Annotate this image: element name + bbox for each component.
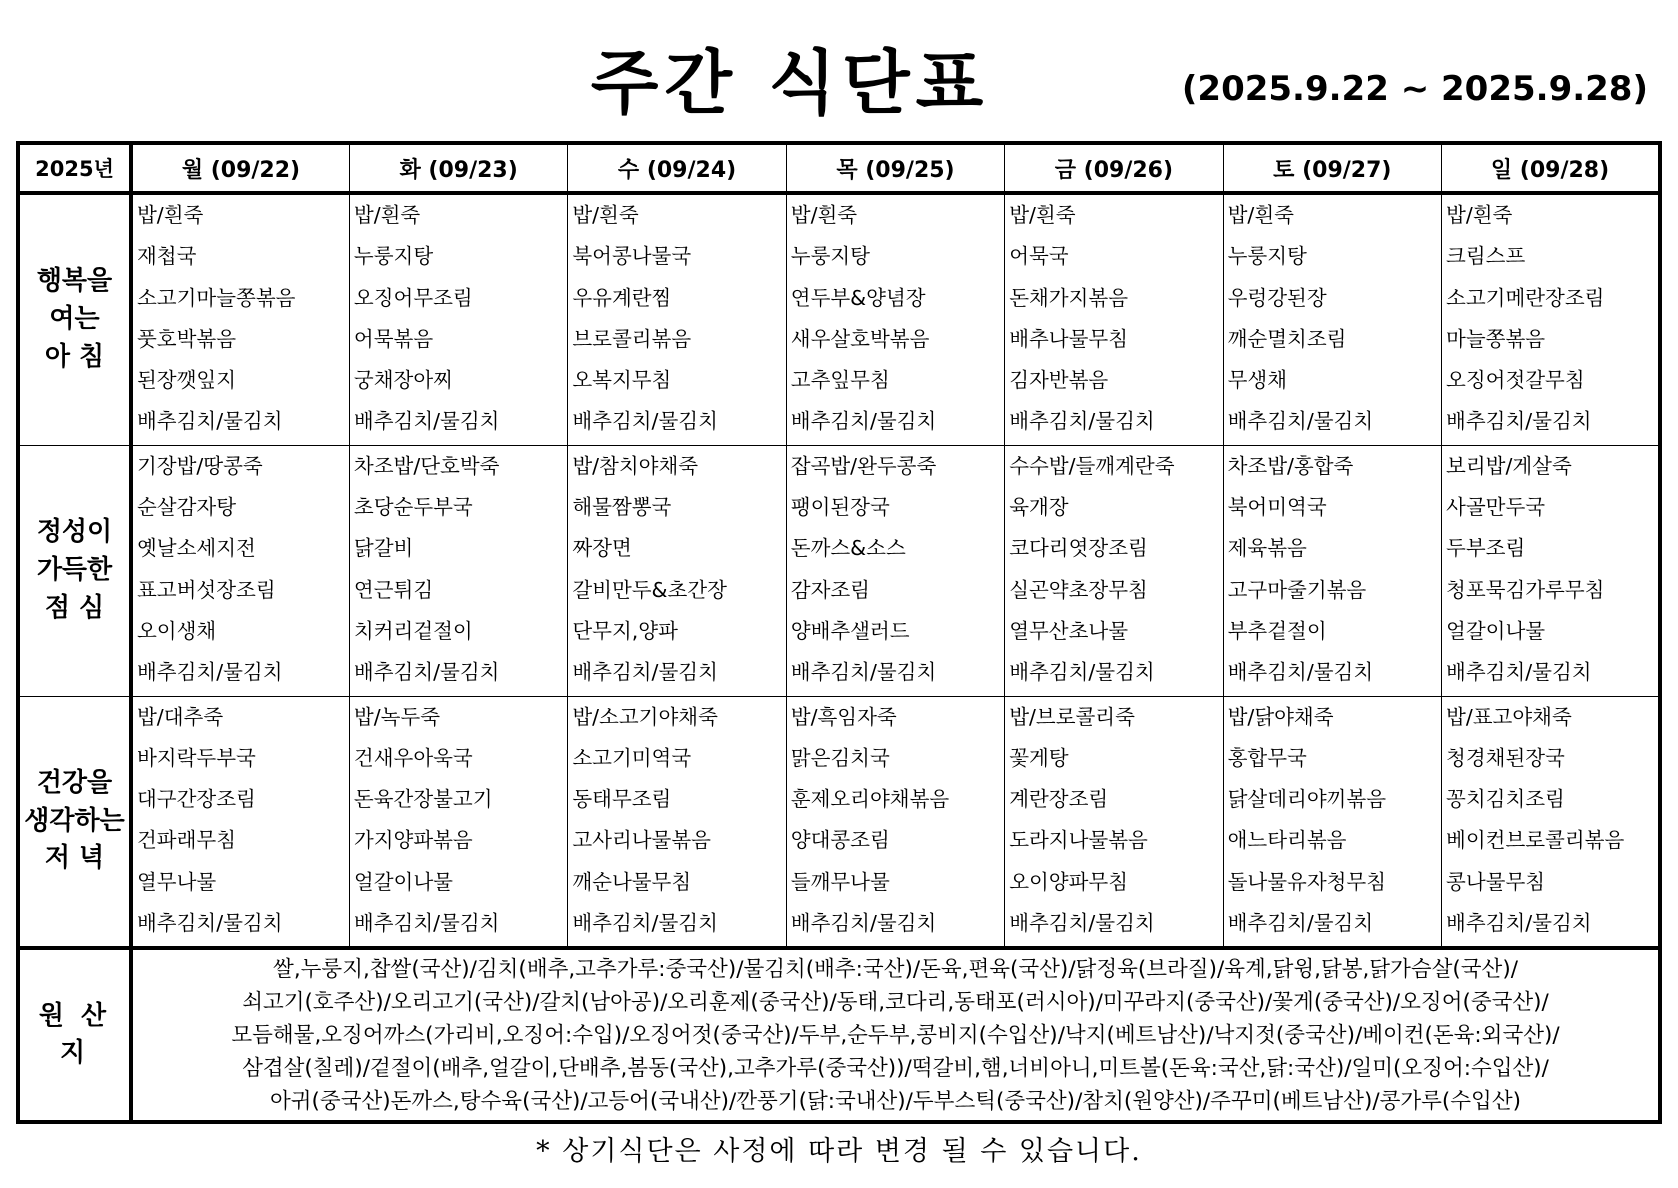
menu-item: 차조밥/홍합죽 (1227, 453, 1354, 478)
menu-item-list (1005, 446, 1222, 696)
menu-item: 훈제오리야채볶음 (790, 787, 950, 812)
menu-cell (568, 696, 786, 948)
menu-item: 갈비만두&초간장 (572, 577, 727, 602)
origin-label: 원 산 지 (18, 948, 131, 1122)
menu-item: 꽃게탕 (1009, 745, 1069, 770)
day-header: 토 (09/27) (1223, 143, 1441, 193)
menu-cell (1223, 696, 1441, 948)
origin-line: 아귀(중국산)돈까스,탕수육(국산)/고등어(국내산)/깐풍기(닭:국내산)/두부스틱(중국산)/참치(원양산)/주꾸미(베트남산)/콩가루(수입산) (270, 1088, 1521, 1114)
page-title: 주간 식단표 (590, 42, 990, 124)
menu-item: 누룽지탕 (790, 244, 870, 269)
menu-item: 꽁치김치조림 (1446, 787, 1565, 812)
meal-label-line: 여는 (49, 304, 100, 335)
breakfast-label (18, 193, 131, 445)
menu-cell (131, 445, 349, 696)
menu-item: 배추김치/물김치 (572, 911, 718, 936)
menu-item-list (1442, 446, 1658, 696)
change-notice: * 상기식단은 사정에 따라 변경 될 수 있습니다. (536, 1136, 1142, 1167)
menu-item: 밥/흰죽 (572, 203, 639, 227)
menu-item: 배추김치/물김치 (353, 660, 500, 685)
menu-cell (568, 445, 786, 696)
menu-item: 도라지나물볶음 (1009, 828, 1148, 853)
menu-item: 얼갈이나물 (1446, 618, 1546, 643)
menu-item: 크림스프 (1446, 244, 1526, 269)
menu-item: 우유계란찜 (572, 285, 672, 310)
lunch-label (18, 445, 131, 696)
menu-cell (349, 445, 567, 696)
menu-cell (786, 193, 1004, 445)
menu-item: 대구간장조림 (137, 787, 256, 812)
menu-item: 어묵국 (1009, 244, 1069, 269)
menu-item: 팽이된장국 (790, 495, 890, 520)
menu-item-list (1442, 195, 1658, 445)
menu-item: 단무지,양파 (572, 618, 678, 643)
menu-cell (349, 193, 567, 445)
menu-cell (349, 696, 567, 948)
menu-item: 양대콩조림 (790, 828, 890, 853)
date-range: (2025.9.22 ~ 2025.9.28) (1181, 69, 1648, 109)
menu-cell (1005, 193, 1223, 445)
menu-item: 어묵볶음 (353, 326, 434, 351)
menu-item: 배추김치/물김치 (137, 660, 283, 685)
menu-item: 표고버섯장조림 (137, 577, 276, 602)
meal-label-line: 정성이 (36, 517, 113, 548)
day-header: 수 (09/24) (568, 143, 786, 193)
menu-item-list (133, 697, 349, 947)
menu-item: 된장깻잎지 (137, 368, 237, 393)
menu-item: 누룽지탕 (353, 244, 434, 269)
dinner-row (18, 696, 1660, 948)
menu-item: 애느타리볶음 (1227, 828, 1347, 853)
menu-item: 들깨무나물 (790, 869, 890, 894)
menu-item: 고구마줄기볶음 (1227, 577, 1367, 602)
menu-cell (568, 193, 786, 445)
menu-item: 밥/표고야채죽 (1446, 704, 1572, 729)
menu-item: 열무산초나물 (1009, 618, 1129, 643)
menu-item: 오이생채 (137, 618, 217, 643)
menu-item: 밥/대추죽 (137, 704, 224, 729)
menu-item-list (787, 697, 1004, 947)
menu-cell (1442, 445, 1660, 696)
menu-item: 밥/흰죽 (353, 203, 421, 227)
menu-item: 맑은김치국 (790, 745, 890, 770)
meal-label-line: 저 녁 (44, 843, 105, 874)
menu-item: 해물짬뽕국 (572, 495, 672, 520)
menu-cell (1005, 445, 1223, 696)
menu-item: 배추김치/물김치 (790, 911, 937, 936)
menu-item: 밥/소고기야채죽 (572, 704, 718, 729)
lunch-row (18, 445, 1660, 696)
menu-item-list (1224, 446, 1441, 696)
menu-item-list (133, 195, 349, 445)
menu-item-list (787, 446, 1004, 696)
day-header: 월 (09/22) (131, 143, 349, 193)
menu-item: 짜장면 (572, 536, 632, 561)
breakfast-row (18, 193, 1660, 445)
menu-item: 밥/브로콜리죽 (1009, 704, 1135, 729)
menu-item: 배추김치/물김치 (572, 409, 718, 434)
menu-item: 밥/흑임자죽 (790, 704, 897, 729)
menu-item-list (1224, 697, 1441, 947)
menu-item: 순살감자탕 (137, 495, 237, 520)
menu-item: 가지양파볶음 (353, 828, 473, 853)
menu-item-list (1224, 195, 1441, 445)
menu-item: 홍합무국 (1227, 745, 1307, 770)
origin-cell (131, 948, 1660, 1122)
menu-item: 바지락두부국 (137, 745, 256, 770)
dinner-label (18, 696, 131, 948)
menu-item: 배추김치/물김치 (1446, 660, 1592, 685)
menu-item: 누룽지탕 (1227, 244, 1307, 269)
menu-item: 김자반볶음 (1009, 368, 1109, 393)
day-header: 일 (09/28) (1442, 143, 1660, 193)
menu-item: 밥/참치야채죽 (572, 453, 699, 478)
menu-item: 궁채장아찌 (353, 368, 453, 393)
menu-item: 청경채된장국 (1446, 745, 1565, 770)
menu-item: 돌나물유자청무침 (1227, 869, 1387, 894)
menu-item: 잡곡밥/완두콩죽 (790, 453, 937, 478)
menu-cell (1442, 696, 1660, 948)
menu-cell (131, 696, 349, 948)
menu-item-list (350, 195, 567, 445)
menu-cell (1223, 193, 1441, 445)
meal-label-line: 생각하는 (24, 805, 125, 836)
menu-item-list (1005, 697, 1222, 947)
menu-item: 육개장 (1009, 495, 1069, 520)
menu-item: 오복지무침 (572, 368, 672, 393)
menu-item: 오징어무조림 (353, 285, 473, 310)
menu-item: 배추김치/물김치 (1227, 660, 1374, 685)
menu-item: 우렁강된장 (1227, 285, 1327, 310)
menu-cell (1442, 193, 1660, 445)
menu-item: 배추김치/물김치 (790, 409, 937, 434)
menu-cell (131, 193, 349, 445)
meal-label-line: 아 침 (44, 341, 105, 372)
menu-cell (786, 445, 1004, 696)
menu-item: 치커리겉절이 (353, 618, 473, 643)
menu-item: 초당순두부국 (353, 495, 473, 520)
menu-item: 연근튀김 (353, 577, 434, 602)
menu-item: 무생채 (1227, 368, 1288, 393)
menu-item: 밥/흰죽 (1227, 203, 1294, 227)
menu-item: 소고기메란장조림 (1446, 285, 1605, 310)
menu-item: 사골만두국 (1446, 495, 1546, 520)
origin-row (18, 948, 1660, 1122)
menu-item: 밥/녹두죽 (353, 704, 441, 729)
year-header: 2025년 (18, 143, 131, 193)
menu-item: 두부조림 (1446, 536, 1526, 561)
menu-item: 배추김치/물김치 (790, 660, 937, 685)
menu-item: 배추김치/물김치 (137, 409, 283, 434)
menu-item: 고사리나물볶음 (572, 828, 711, 853)
menu-item: 밥/닭야채죽 (1227, 704, 1334, 729)
menu-item: 닭살데리야끼볶음 (1227, 787, 1387, 812)
menu-item: 동태무조림 (572, 787, 672, 812)
menu-item: 배추김치/물김치 (1009, 660, 1155, 685)
origin-line: 모듬해물,오징어까스(가리비,오징어:수입)/오징어젓(중국산)/두부,순두부,콩비지(수입산)/낙지(베트남산)/낙지젓(중국산)/베이컨(돈육:외국산)/ (231, 1022, 1560, 1048)
menu-item-list (568, 195, 785, 445)
menu-item: 옛날소세지전 (137, 536, 256, 561)
menu-item-list (133, 446, 349, 696)
menu-item: 베이컨브로콜리볶음 (1446, 828, 1625, 853)
menu-item: 배추김치/물김치 (137, 911, 283, 936)
menu-item: 배추김치/물김치 (1009, 911, 1155, 936)
table-header-row (18, 143, 1660, 193)
menu-item: 배추김치/물김치 (1446, 409, 1592, 434)
origin-text (133, 953, 1658, 1118)
menu-item: 배추김치/물김치 (1446, 911, 1592, 936)
meal-label-line: 가득한 (36, 554, 113, 585)
origin-line: 삼겹살(칠레)/겉절이(배추,얼갈이,단배추,봄동(국산),고추가루(중국산))/떡갈비,햄,너비아니,미트볼(돈육:국산,닭:국산)/일미(오징어:수입산)/ (242, 1055, 1549, 1081)
menu-item: 제육볶음 (1227, 536, 1307, 561)
menu-item: 소고기마늘쫑볶음 (137, 285, 296, 310)
menu-item: 배추김치/물김치 (572, 660, 718, 685)
menu-item: 차조밥/단호박죽 (353, 453, 500, 478)
menu-item: 돈채가지볶음 (1009, 285, 1129, 310)
menu-item: 배추김치/물김치 (353, 911, 500, 936)
menu-item: 감자조림 (790, 577, 870, 602)
menu-item: 새우살호박볶음 (790, 326, 930, 351)
menu-cell (1223, 445, 1441, 696)
menu-item: 배추김치/물김치 (353, 409, 500, 434)
menu-item: 밥/흰죽 (790, 203, 858, 227)
menu-item: 보리밥/게살죽 (1446, 453, 1572, 478)
menu-item: 기장밥/땅콩죽 (137, 453, 263, 478)
menu-item: 배추나물무침 (1009, 326, 1129, 351)
day-header: 금 (09/26) (1005, 143, 1223, 193)
menu-item: 돈까스&소스 (790, 536, 906, 561)
menu-cell (786, 696, 1004, 948)
menu-item: 깨순나물무침 (572, 869, 692, 894)
menu-item-list (787, 195, 1004, 445)
menu-item-list (1442, 697, 1658, 947)
weekly-menu-table (16, 141, 1662, 1124)
menu-item: 코다리엿장조림 (1009, 536, 1148, 561)
menu-item-list (350, 446, 567, 696)
menu-item: 밥/흰죽 (1009, 203, 1076, 227)
menu-item: 얼갈이나물 (353, 869, 453, 894)
menu-item-list (1005, 195, 1222, 445)
menu-item: 북어콩나물국 (572, 244, 692, 269)
origin-line: 쌀,누룽지,찹쌀(국산)/김치(배추,고추가루:중국산)/물김치(배추:국산)/돈육,편육(국산)/닭정육(브라질)/육계,닭윙,닭봉,닭가슴살(국산)/ (273, 956, 1518, 982)
menu-item: 고추잎무침 (790, 368, 890, 393)
menu-item: 청포묵김가루무침 (1446, 577, 1605, 602)
menu-item: 수수밥/들깨계란죽 (1009, 453, 1175, 478)
menu-item: 닭갈비 (353, 536, 414, 561)
menu-item: 깨순멸치조림 (1227, 326, 1347, 351)
meal-label-line: 행복을 (36, 266, 113, 297)
menu-item: 오이양파무침 (1009, 869, 1129, 894)
menu-item: 마늘쫑볶음 (1446, 326, 1546, 351)
menu-item: 재첩국 (137, 244, 197, 269)
menu-item: 소고기미역국 (572, 745, 692, 770)
meal-label-line: 건강을 (36, 767, 113, 798)
menu-item: 북어미역국 (1227, 495, 1327, 520)
menu-item: 오징어젓갈무침 (1446, 368, 1585, 393)
day-header: 화 (09/23) (349, 143, 567, 193)
menu-item: 배추김치/물김치 (1009, 409, 1155, 434)
menu-item-list (350, 697, 567, 947)
menu-item: 건파래무침 (137, 828, 237, 853)
menu-item: 배추김치/물김치 (1227, 911, 1374, 936)
menu-item: 콩나물무침 (1446, 869, 1546, 894)
day-header: 목 (09/25) (786, 143, 1004, 193)
menu-item: 브로콜리볶음 (572, 326, 692, 351)
menu-item-list (568, 446, 785, 696)
menu-item: 실곤약초장무침 (1009, 577, 1148, 602)
menu-item: 건새우아욱국 (353, 745, 473, 770)
menu-item: 연두부&양념장 (790, 285, 926, 310)
menu-item: 열무나물 (137, 869, 217, 894)
meal-label-line: 점 심 (44, 592, 105, 623)
menu-item: 계란장조림 (1009, 787, 1109, 812)
menu-item: 돈육간장불고기 (353, 787, 493, 812)
menu-item: 밥/흰죽 (137, 203, 204, 227)
menu-item: 양배추샐러드 (790, 618, 910, 643)
menu-item: 밥/흰죽 (1446, 203, 1513, 227)
menu-item: 부추겉절이 (1227, 618, 1327, 643)
menu-item: 풋호박볶음 (137, 326, 237, 351)
origin-line: 쇠고기(호주산)/오리고기(국산)/갈치(남아공)/오리훈제(중국산)/동태,코다리,동태포(러시아)/미꾸라지(중국산)/꽃게(중국산)/오징어(중국산)/ (242, 989, 1549, 1015)
menu-cell (1005, 696, 1223, 948)
menu-item-list (568, 697, 785, 947)
menu-item: 배추김치/물김치 (1227, 409, 1374, 434)
